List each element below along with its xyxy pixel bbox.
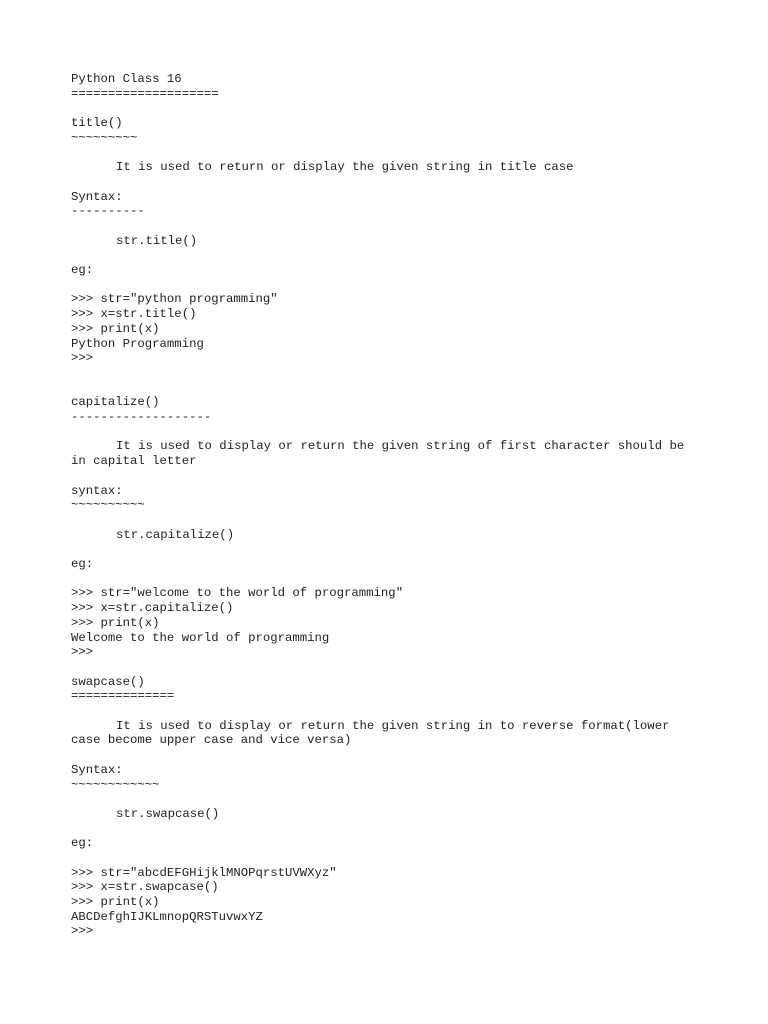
text-line: Syntax:: [71, 762, 123, 777]
text-line: -------------------: [71, 410, 212, 425]
text-line: str.capitalize(): [116, 527, 235, 542]
blank-line: [71, 248, 751, 263]
text-line: It is used to return or display the given string in title case: [116, 160, 574, 175]
blank-line: [71, 381, 751, 396]
blank-line: [71, 469, 751, 484]
text-line: eg:: [71, 263, 94, 278]
text-line: capitalize(): [71, 395, 160, 410]
blank-line: [71, 792, 751, 807]
text-line: It is used to display or return the given string in to reverse format(lower: [116, 718, 670, 733]
text-line: >>> print(x): [71, 321, 160, 336]
blank-line: [71, 175, 751, 190]
text-line: ~~~~~~~~~~: [71, 498, 145, 513]
text-line: >>> x=str.title(): [71, 307, 197, 322]
blank-line: [71, 822, 751, 837]
blank-line: [71, 219, 751, 234]
text-line: >>> x=str.capitalize(): [71, 601, 234, 616]
blank-line: [71, 748, 751, 763]
text-line: ==============: [71, 689, 175, 704]
blank-line: [71, 366, 751, 381]
text-line: ~~~~~~~~~~~~: [71, 777, 160, 792]
text-line: Python Programming: [71, 336, 204, 351]
text-line: ====================: [71, 86, 219, 101]
text-line: eg:: [71, 557, 94, 572]
text-line: It is used to display or return the given string of first character should be: [116, 439, 685, 454]
blank-line: [71, 146, 751, 161]
text-line: swapcase(): [71, 674, 145, 689]
text-line: >>> print(x): [71, 895, 160, 910]
text-line: >>> x=str.swapcase(): [71, 880, 219, 895]
blank-line: [71, 572, 751, 587]
text-line: case become upper case and vice versa): [71, 733, 352, 748]
text-line: eg:: [71, 836, 94, 851]
text-line: >>>: [71, 645, 94, 660]
text-line: Syntax:: [71, 189, 123, 204]
text-line: >>> print(x): [71, 615, 160, 630]
blank-line: [71, 542, 751, 557]
blank-line: [71, 425, 751, 440]
text-line: ABCDefghIJKLmnopQRSTuvwxYZ: [71, 909, 263, 924]
blank-line: [71, 513, 751, 528]
blank-line: [71, 101, 751, 116]
text-line: in capital letter: [71, 454, 197, 469]
blank-line: [71, 851, 751, 866]
text-line: title(): [71, 116, 123, 131]
blank-line: [71, 704, 751, 719]
text-line: str.swapcase(): [116, 806, 220, 821]
document-body: [71, 72, 751, 939]
blank-line: [71, 660, 751, 675]
text-line: Python Class 16: [71, 72, 182, 86]
text-line: >>> str="python programming": [71, 292, 278, 307]
blank-line: [71, 278, 751, 293]
text-line: syntax:: [71, 483, 123, 498]
text-line: >>> str="welcome to the world of programming": [71, 586, 404, 601]
text-line: >>>: [71, 924, 94, 939]
text-line: ----------: [71, 204, 145, 219]
text-line: ~~~~~~~~~: [71, 130, 138, 145]
text-line: >>>: [71, 351, 94, 366]
text-line: Welcome to the world of programming: [71, 630, 330, 645]
text-line: str.title(): [116, 233, 198, 248]
text-line: >>> str="abcdEFGHijklMNOPqrstUVWXyz": [71, 865, 337, 880]
